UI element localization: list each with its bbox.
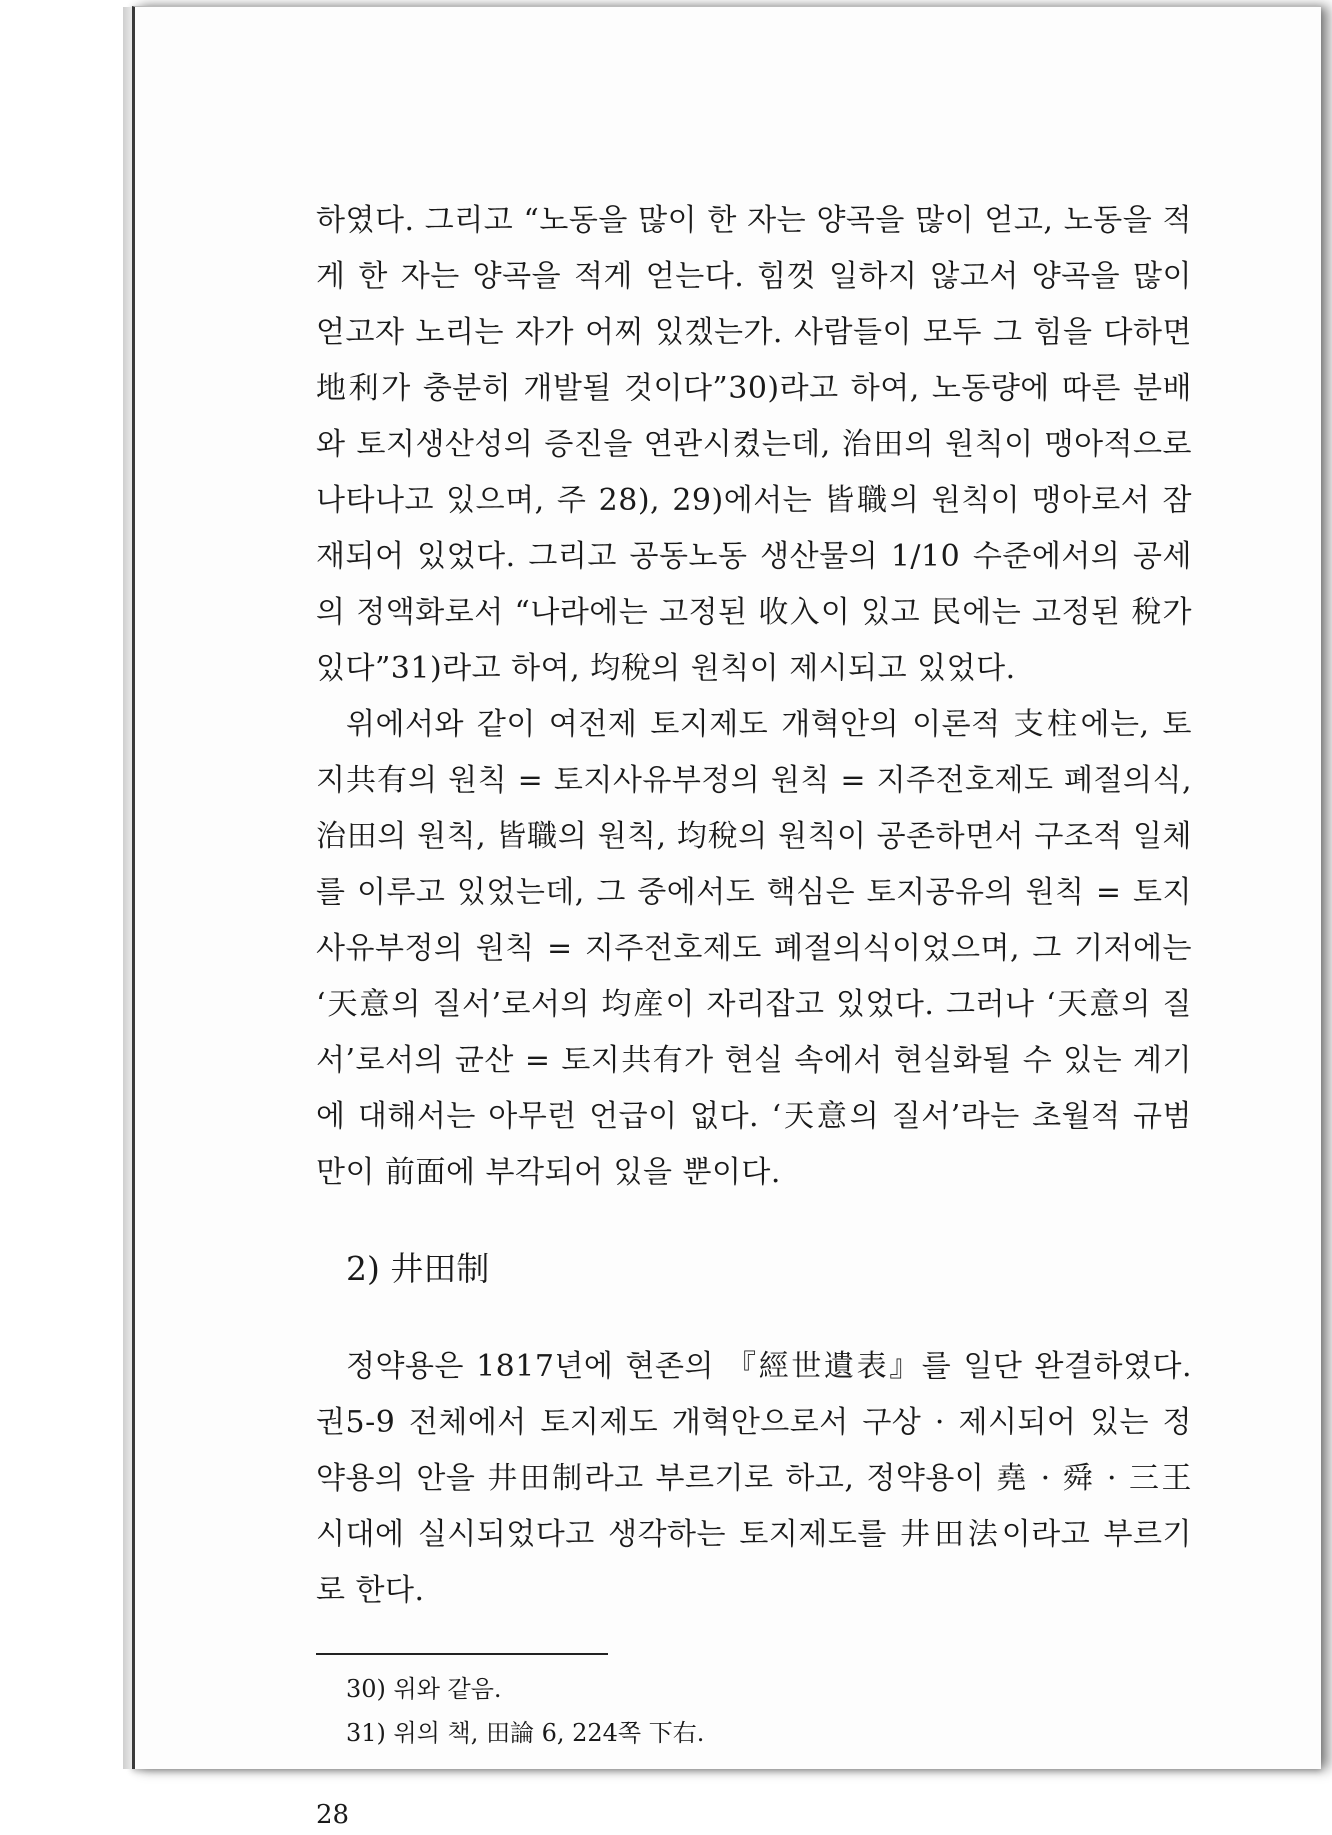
book-page	[132, 6, 1321, 1830]
section-heading: 2) 井田制	[346, 1249, 490, 1288]
paragraph-1: 하였다. 그리고 “노동을 많이 한 자는 양곡을 많이 얻고, 노동을 적게 한 자는 양곡을 적게 얻는다. 힘껏 일하지 않고서 양곡을 많이 얻고자 노리는 자가 어찌 있겠는가. 사람들이 모두 그 힘을 다하면 地利가 충분히 개발될 것이다”30)라고 하여, 노동량에 따른 분배와 토지생산성의 증진을 연관시켰는데, 治田의 원칙이 맹아적으로 나타나고 있으며, 주 28), 29)에서는 皆職의 원칙이 맹아로서 잠재되어 있었다. 그리고 공동노동 생산물의 1/10 수준에서의 공세의 정액화로서 “나라에는 고정된 收入이 있고 民에는 고정된 稅가 있다”31)라고 하여, 均稅의 원칙이 제시되고 있었다.	[316, 203, 1192, 686]
page-number: 28	[316, 1800, 350, 1830]
footnote-30: 30) 위와 같음.	[346, 1675, 502, 1703]
footnote-divider	[316, 1653, 608, 1655]
page-content	[316, 193, 1192, 1835]
paragraph-3: 정약용은 1817년에 현존의 『經世遺表』를 일단 완결하였다. 권5-9 전체에서 토지제도 개혁안으로서 구상 · 제시되어 있는 정약용의 안을 井田制라고 부르기로 하고, 정약용이 堯 · 舜 · 三王 시대에 실시되었다고 생각하는 토지제도를 井田法이라고 부르기로 한다.	[316, 1349, 1192, 1608]
footnote-31: 31) 위의 책, 田論 6, 224쪽 下右.	[346, 1719, 705, 1747]
paragraph-2: 위에서와 같이 여전제 토지제도 개혁안의 이론적 支柱에는, 토지共有의 원칙 = 토지사유부정의 원칙 = 지주전호제도 폐절의식, 治田의 원칙, 皆職의 원칙, 均稅의 원칙이 공존하면서 구조적 일체를 이루고 있었는데, 그 중에서도 핵심은 토지공유의 원칙 = 토지사유부정의 원칙 = 지주전호제도 폐절의식이었으며, 그 기저에는 ‘天意의 질서’로서의 均産이 자리잡고 있었다. 그러나 ‘天意의 질서’로서의 균산 = 토지共有가 현실 속에서 현실화될 수 있는 계기에 대해서는 아무런 언급이 없다. ‘天意의 질서’라는 초월적 규범만이 前面에 부각되어 있을 뿐이다.	[316, 707, 1192, 1190]
